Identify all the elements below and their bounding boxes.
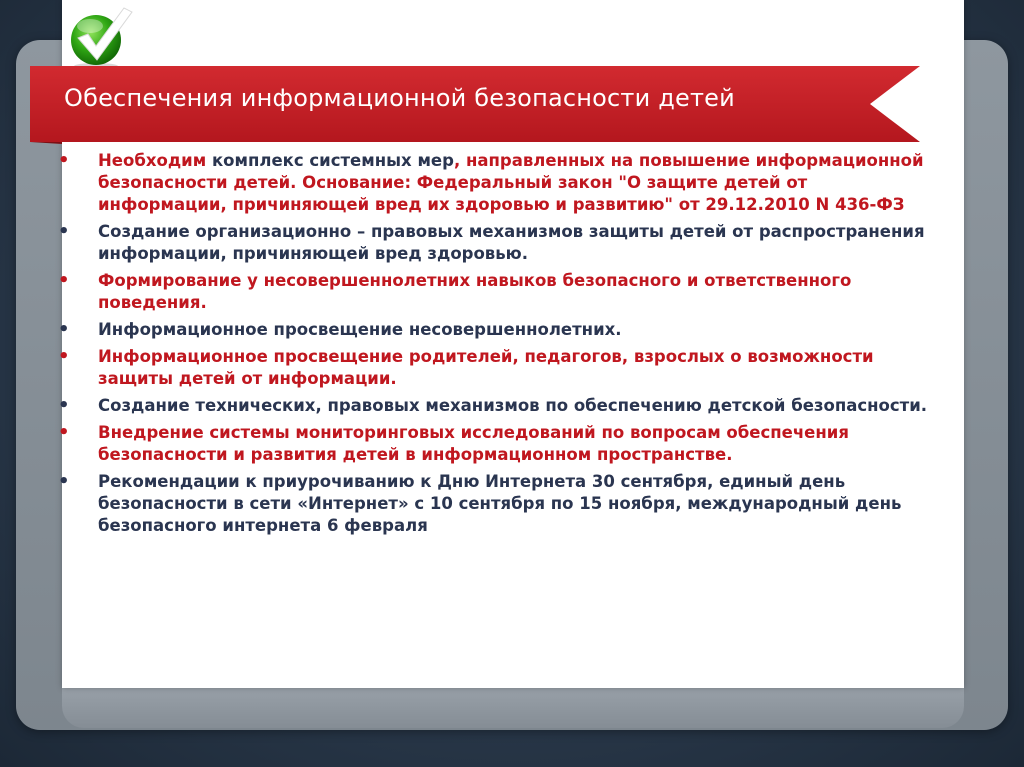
list-item [58,270,938,314]
bullet-list [58,150,938,542]
bullet-dot: • [58,471,70,492]
bullet-text: Информационное просвещение несовершеннолетних. [98,320,622,339]
list-item [58,471,938,537]
bullet-text: Создание технических, правовых механизмов по обеспечению детской безопасности. [98,396,928,415]
bullet-text: Формирование у несовершеннолетних навыков безопасного и ответственного поведения. [98,271,852,312]
bullet-dot: • [58,319,70,340]
bullet-text: Информационное просвещение родителей, педагогов, взрослых о возможности защиты детей от информации. [98,347,874,388]
bullet-text: Создание организационно – правовых механизмов защиты детей от распространения информации, причиняющей вред здоровью. [98,222,925,263]
bullet-text: Необходим [98,151,212,170]
bullet-dot: • [58,221,70,242]
green-checkmark-icon [66,4,134,70]
list-item [58,346,938,390]
slide-title: Обеспечения информационной безопасности детей [64,84,735,112]
bullet-dot: • [58,270,70,291]
list-item [58,221,938,265]
bullet-dot: • [58,422,70,443]
bullet-text: Рекомендации к приурочиванию к Дню Интернета 30 сентября, единый день безопасности в сети «Интернет» с 10 сентября по 15 ноября, международный день безопасного интернета 6 февраля [98,472,902,535]
list-item [58,395,938,417]
bullet-dot: • [58,150,70,171]
bullet-dot: • [58,346,70,367]
list-item [58,150,938,216]
bullet-text: , направленных на повышение информационной безопасности детей. Основание: Федеральный закон "О защите детей от информации, причиняющей вред их здоровью и развитию" от 29.12.2010 N 436-ФЗ [98,151,924,214]
list-item [58,319,938,341]
list-item [58,422,938,466]
bullet-text: комплекс системных мер [211,151,454,170]
bullet-text: Внедрение системы мониторинговых исследований по вопросам обеспечения безопасности и развития детей в информационном пространстве. [98,423,849,464]
bullet-dot: • [58,395,70,416]
slide-bottom-strip [62,684,964,728]
